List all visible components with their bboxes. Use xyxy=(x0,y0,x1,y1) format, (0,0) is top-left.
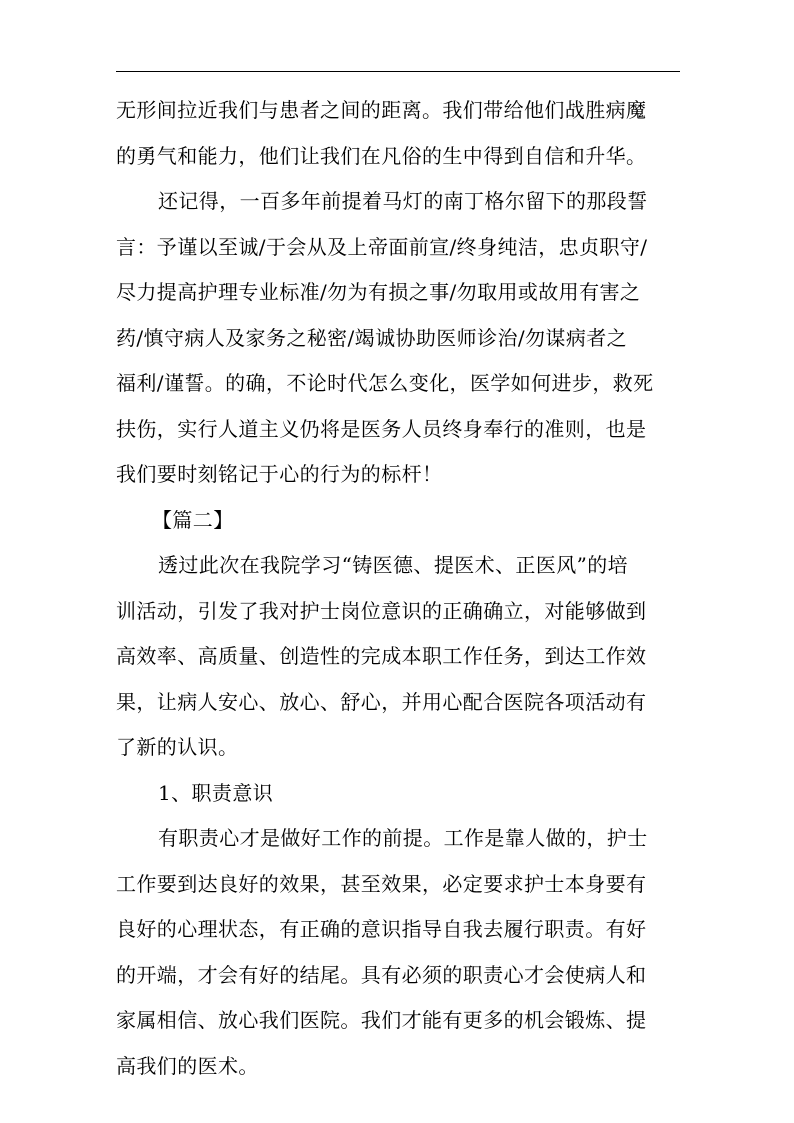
paragraph-start-line: 透过此次在我院学习“铸医德、提医术、正医风”的培 xyxy=(158,553,629,577)
text-line: 我们要时刻铭记于心的行为的标杆！ xyxy=(116,462,443,486)
text-line: 家属相信、放心我们医院。我们才能有更多的机会锻炼、提 xyxy=(116,1008,647,1032)
section-heading: 【篇二】 xyxy=(152,507,234,532)
text-line: 福利/谨誓。的确，不论时代怎么变化，医学如何进步，救死 xyxy=(116,371,654,395)
paragraph-start-line: 还记得，一百多年前提着马灯的南丁格尔留下的那段誓 xyxy=(158,189,648,213)
text-line: 言：予谨以至诚/于会从及上帝面前宣/终身纯洁，忠贞职守/ xyxy=(116,234,648,259)
paragraph-start-line: 有职责心才是做好工作的前提。工作是靠人做的，护士 xyxy=(158,826,648,850)
text-line: 高效率、高质量、创造性的完成本职工作任务，到达工作效 xyxy=(116,644,647,668)
text-line: 尽力提高护理专业标准/勿为有损之事/勿取用或故用有害之 xyxy=(116,280,641,304)
text-line: 工作要到达良好的效果，甚至效果，必定要求护士本身要有 xyxy=(116,871,647,896)
subsection-heading: 1、职责意识 xyxy=(158,780,274,805)
header-rule xyxy=(116,71,680,72)
text-line: 的勇气和能力，他们让我们在凡俗的生中得到自信和升华。 xyxy=(116,143,647,168)
text-line: 药/慎守病人及家务之秘密/竭诚协助医师诊治/勿谋病者之 xyxy=(116,325,628,350)
text-line: 的开端，才会有好的结尾。具有必须的职责心才会使病人和 xyxy=(116,962,647,987)
text-line: 了新的认识。 xyxy=(116,735,239,759)
text-line: 良好的心理状态，有正确的意识指导自我去履行职责。有好 xyxy=(116,917,647,941)
text-line: 训活动，引发了我对护士岗位意识的正确确立，对能够做到 xyxy=(116,598,647,623)
text-line: 扶伤，实行人道主义仍将是医务人员终身奉行的准则，也是 xyxy=(116,416,647,441)
text-line: 高我们的医术。 xyxy=(116,1053,259,1078)
text-line: 无形间拉近我们与患者之间的距离。我们带给他们战胜病魔 xyxy=(116,98,647,122)
text-line: 果，让病人安心、放心、舒心，并用心配合医院各项活动有 xyxy=(116,689,647,714)
document-body xyxy=(116,88,680,1089)
